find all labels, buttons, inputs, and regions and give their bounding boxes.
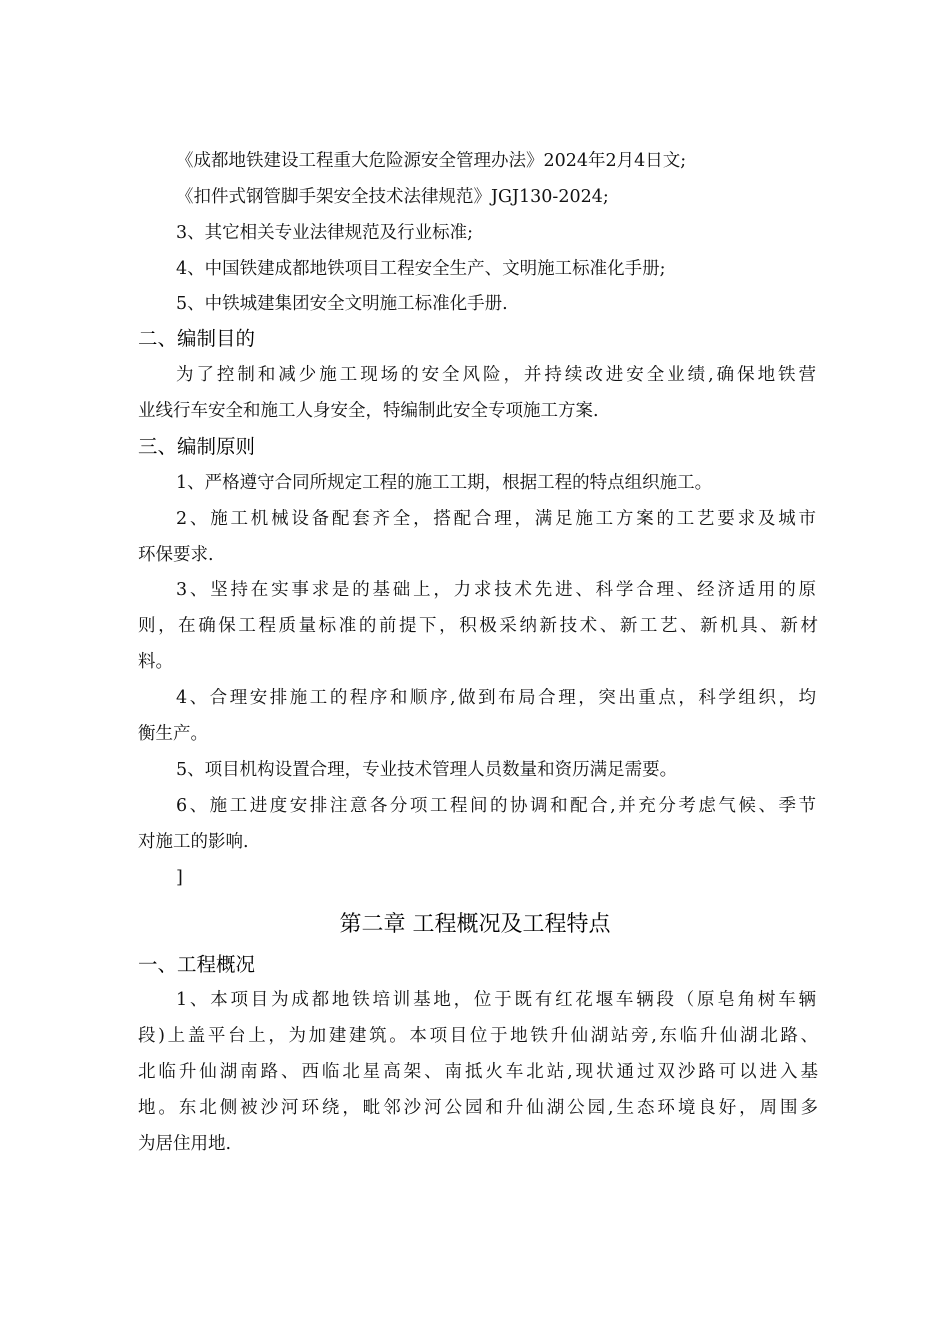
paragraph-line: 3、坚持在实事求是的基础上，力求技术先进、科学合理、经济适用的原 xyxy=(176,580,816,600)
paragraph-line: 4、合理安排施工的程序和顺序,做到布局合理，突出重点，科学组织，均 xyxy=(176,688,816,708)
paragraph-line: 段)上盖平台上，为加建建筑。本项目位于地铁升仙湖站旁,东临升仙湖北路、 xyxy=(138,1026,818,1046)
section-heading: 三、编制原则 xyxy=(138,435,256,458)
paragraph-line: 地。东北侧被沙河环绕，毗邻沙河公园和升仙湖公园,生态环境良好，周围多 xyxy=(138,1098,818,1118)
section-heading: 二、编制目的 xyxy=(138,327,256,350)
paragraph-line: 5、项目机构设置合理，专业技术管理人员数量和资历满足需要。 xyxy=(176,760,678,780)
paragraph-line: 1、严格遵守合同所规定工程的施工工期，根据工程的特点组织施工。 xyxy=(176,473,713,493)
paragraph-line: 环保要求. xyxy=(138,545,214,565)
paragraph-line: 2、施工机械设备配套齐全，搭配合理，满足施工方案的工艺要求及城市 xyxy=(176,509,816,529)
reference-line: 4、中国铁建成都地铁项目工程安全生产、文明施工标准化手册; xyxy=(176,259,666,279)
paragraph-line: 为了控制和减少施工现场的安全风险，并持续改进安全业绩,确保地铁营 xyxy=(176,365,816,385)
paragraph-line: 为居住用地. xyxy=(138,1134,232,1154)
reference-line: 《扣件式钢管脚手架安全技术法律规范》JGJ130-2024; xyxy=(176,187,609,207)
paragraph-line: 衡生产。 xyxy=(138,724,208,744)
paragraph-line: 对施工的影响. xyxy=(138,832,249,852)
chapter-title: 第二章 工程概况及工程特点 xyxy=(339,912,611,937)
paragraph-line: 业线行车安全和施工人身安全，特编制此安全专项施工方案. xyxy=(138,401,599,421)
paragraph-line: 1、本项目为成都地铁培训基地，位于既有红花堰车辆段（原皂角树车辆 xyxy=(176,990,816,1010)
paragraph-line: 北临升仙湖南路、西临北星高架、南抵火车北站,现状通过双沙路可以进入基 xyxy=(138,1062,818,1082)
reference-line: 《成都地铁建设工程重大危险源安全管理办法》2024年2月4日文; xyxy=(176,151,687,171)
paragraph-line: 则，在确保工程质量标准的前提下，积极采纳新技术、新工艺、新机具、新材 xyxy=(138,616,818,636)
section-heading: 一、工程概况 xyxy=(138,953,256,976)
paragraph-line: 6、施工进度安排注意各分项工程间的协调和配合,并充分考虑气候、季节 xyxy=(176,796,816,816)
stray-bracket: ] xyxy=(176,868,183,888)
reference-line: 5、中铁城建集团安全文明施工标准化手册. xyxy=(176,294,508,314)
reference-line: 3、其它相关专业法律规范及行业标准; xyxy=(176,223,474,243)
paragraph-line: 料。 xyxy=(138,652,173,672)
